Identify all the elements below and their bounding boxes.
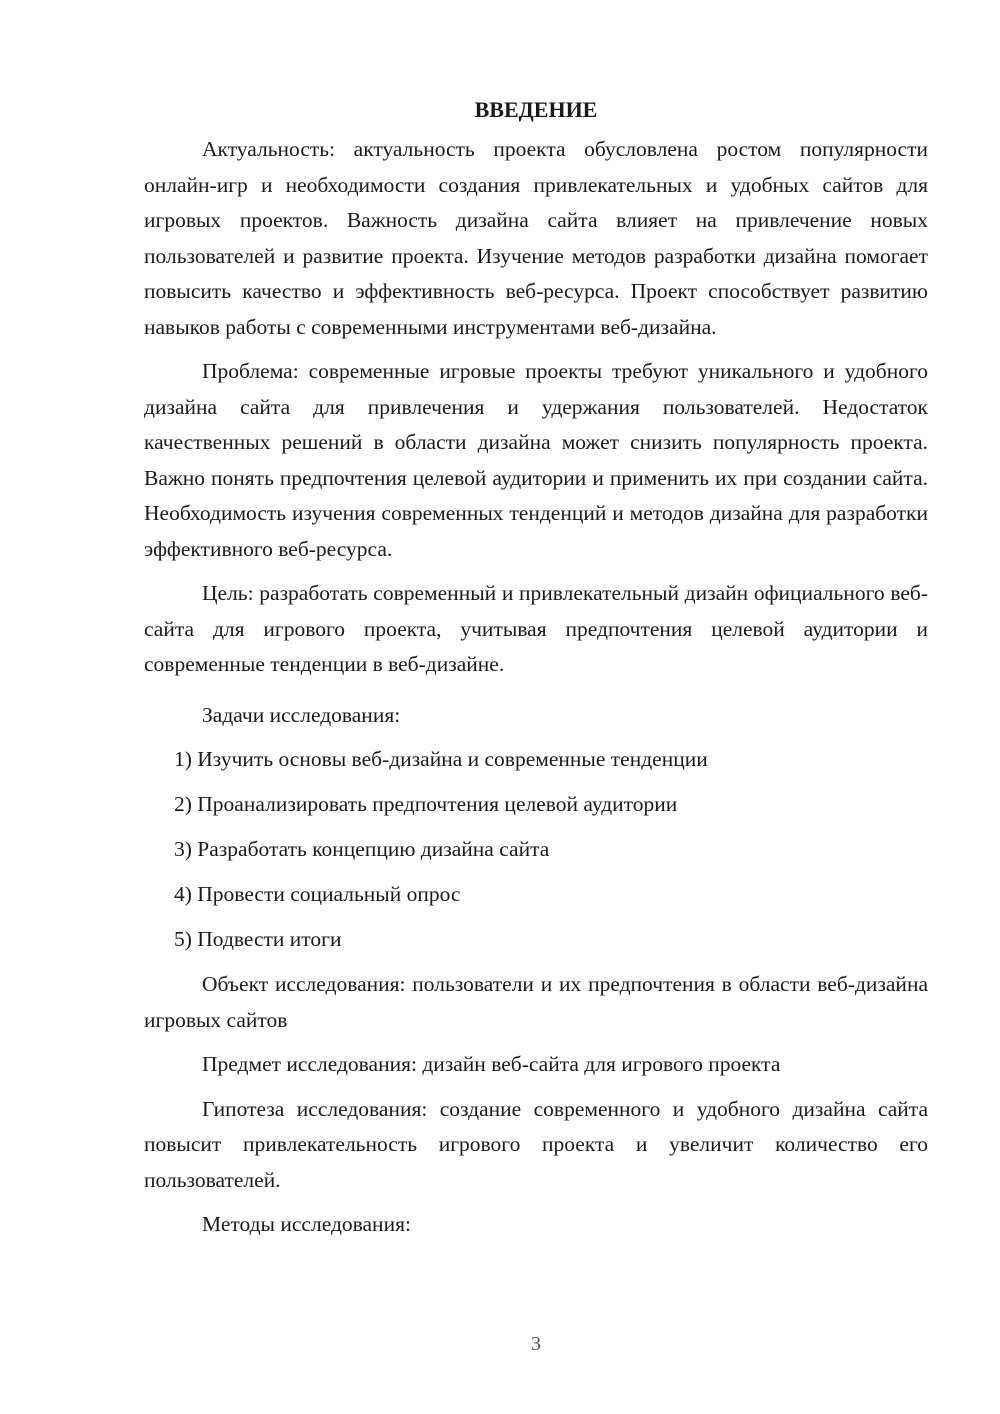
- tasks-list: [144, 742, 928, 958]
- section-heading: ВВЕДЕНИЕ: [474, 97, 598, 122]
- research-methods-paragraph: Методы исследования:: [202, 1212, 411, 1236]
- task-item: 3) Разработать концепцию дизайна сайта: [174, 837, 550, 861]
- research-object-paragraph: Объект исследования: пользователи и их предпочтения в области веб-дизайна игровых сайтов: [144, 972, 928, 1032]
- problem-paragraph: Проблема: современные игровые проекты требуют уникального и удобного дизайна сайта для привлечения и удержания пользователей. Недостаток качественных решений в области дизайна может снизить популярность проекта. Важно понять предпочтения целевой аудитории и применить их при создании сайта. Необходимость изучения современных тенденций и методов дизайна для разработки эффективного веб-ресурса.: [144, 359, 928, 561]
- goal-paragraph: Цель: разработать современный и привлекательный дизайн официального веб-сайта для игрового проекта, учитывая предпочтения целевой аудитории и современные тенденции в веб-дизайне.: [144, 581, 928, 676]
- research-subject-paragraph: Предмет исследования: дизайн веб-сайта для игрового проекта: [202, 1052, 781, 1076]
- task-item: 5) Подвести итоги: [174, 927, 342, 951]
- page-number: 3: [531, 1333, 541, 1355]
- tasks-heading: Задачи исследования:: [202, 702, 401, 727]
- task-item: 2) Проанализировать предпочтения целевой аудитории: [174, 792, 678, 816]
- document-page: [144, 94, 928, 1252]
- task-item: 1) Изучить основы веб-дизайна и современные тенденции: [174, 747, 708, 771]
- task-item: 4) Провести социальный опрос: [174, 882, 461, 906]
- research-hypothesis-paragraph: Гипотеза исследования: создание современного и удобного дизайна сайта повысит привлекательность игрового проекта и увеличит количество его пользователей.: [144, 1096, 928, 1192]
- relevance-paragraph: Актуальность: актуальность проекта обусловлена ростом популярности онлайн-игр и необходимости создания привлекательных и удобных сайтов для игровых проектов. Важность дизайна сайта влияет на привлечение новых пользователей и развитие проекта. Изучение методов разработки дизайна помогает повысить качество и эффективность веб-ресурса. Проект способствует развитию навыков работы с современными инструментами веб-дизайна.: [144, 137, 928, 339]
